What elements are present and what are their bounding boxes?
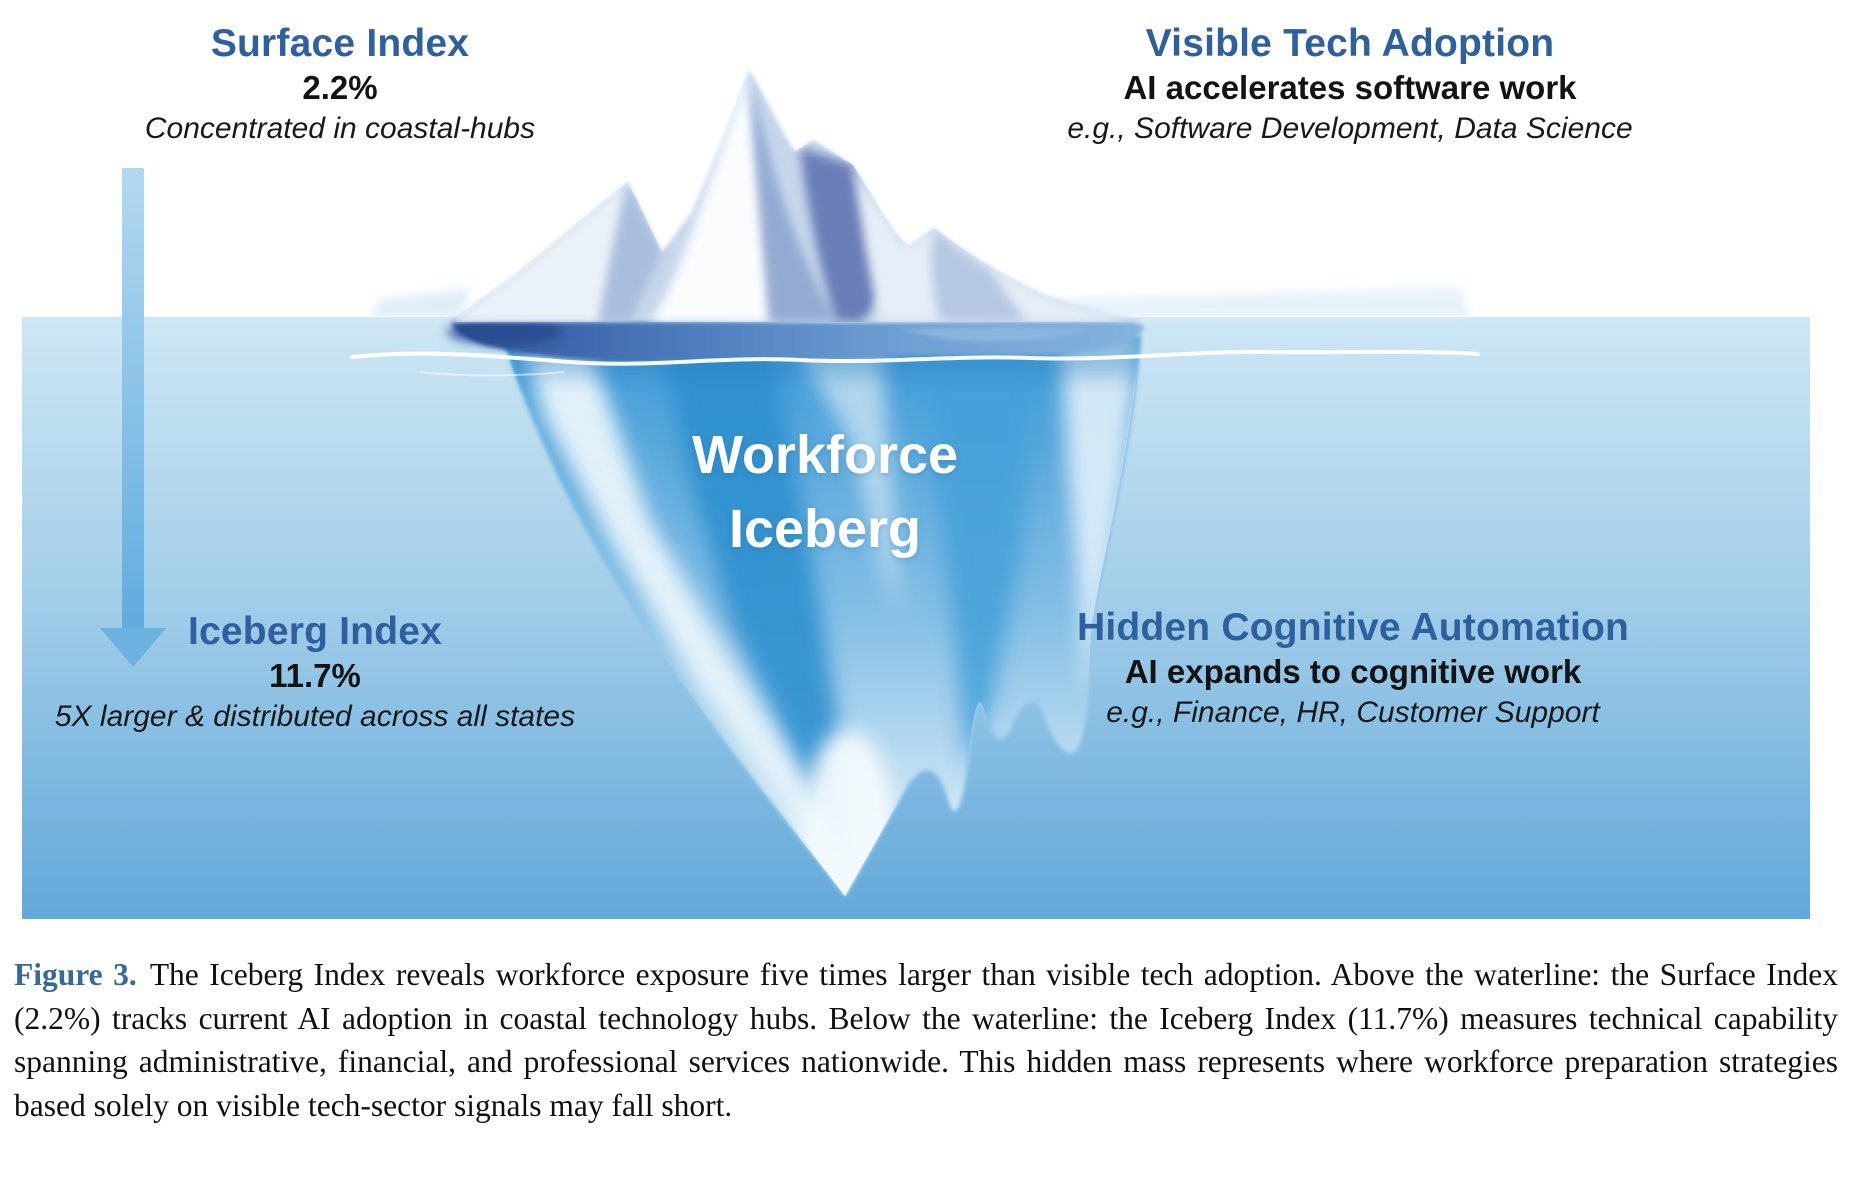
surface-index-title: Surface Index bbox=[210, 22, 470, 65]
iceberg-index-subtitle: 5X larger & distributed across all states bbox=[54, 700, 576, 733]
workforce-iceberg-label-line1: Workforce bbox=[691, 425, 959, 485]
visible-tech-value: AI accelerates software work bbox=[1123, 69, 1577, 106]
hidden-cognitive-subtitle: e.g., Finance, HR, Customer Support bbox=[1106, 696, 1600, 729]
visible-tech-title: Visible Tech Adoption bbox=[1145, 22, 1555, 65]
figure-caption-label: Figure 3. bbox=[14, 957, 137, 992]
hidden-cognitive-title: Hidden Cognitive Automation bbox=[1076, 606, 1630, 649]
iceberg-index-annotation bbox=[15, 608, 615, 737]
hidden-cognitive-annotation bbox=[1023, 604, 1683, 733]
figure-caption bbox=[0, 953, 1854, 1127]
surface-index-subtitle: Concentrated in coastal-hubs bbox=[144, 112, 536, 145]
hidden-cognitive-value: AI expands to cognitive work bbox=[1124, 653, 1582, 690]
figure-caption-text: The Iceberg Index reveals workforce exposure five times larger than visible tech adoption. Above the waterline: the Surface Index (2.2%) tracks current AI adoption in coastal technology hubs. Below the waterline: the Iceberg Index (11.7%) measures technical capability spanning administrative, financial, and professional services nationwide. This hidden mass represents where workforce preparation strategies based solely on visible tech-sector signals may fall short. bbox=[14, 957, 1839, 1123]
iceberg-index-value: 11.7% bbox=[269, 657, 361, 694]
iceberg-hull bbox=[447, 316, 1144, 361]
surface-index-value: 2.2% bbox=[302, 69, 378, 106]
visible-tech-subtitle: e.g., Software Development, Data Science bbox=[1067, 112, 1633, 145]
surface-index-annotation bbox=[90, 20, 590, 149]
workforce-iceberg-label-line2: Iceberg bbox=[728, 499, 922, 559]
waterline-reflection-left bbox=[370, 288, 470, 318]
visible-tech-annotation bbox=[1020, 20, 1680, 149]
iceberg-index-title: Iceberg Index bbox=[187, 610, 443, 653]
workforce-iceberg-label bbox=[640, 418, 1010, 566]
